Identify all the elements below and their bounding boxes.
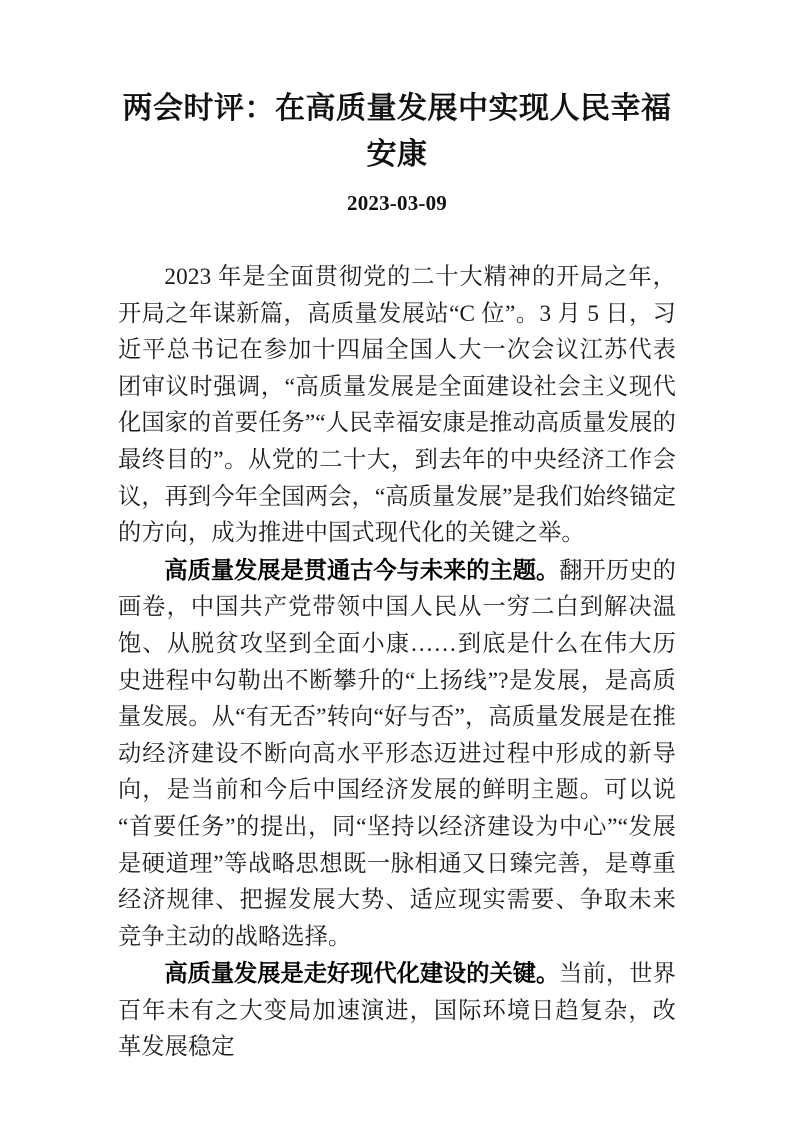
article-body <box>118 216 676 1066</box>
paragraph-2 <box>118 552 676 956</box>
page-title: 两会时评：在高质量发展中实现人民幸福安康 <box>122 92 672 171</box>
document-content <box>118 0 676 1066</box>
paragraph-3-text: 当前，世界百年未有之大变局加速演进，国际环境日趋复杂，改革发展稳定 <box>118 961 676 1061</box>
paragraph-3-lead: 高质量发展是走好现代化建设的关键。 <box>164 960 560 987</box>
paragraph-3 <box>118 955 676 1066</box>
paragraph-2-text: 翻开历史的画卷，中国共产党带领中国人民从一穷二白到解决温饱、从脱贫攻坚到全面小康……到底是什么在伟大历史进程中勾勒出不断攀升的“上扬线”?是发展，是高质量发展。从“有无否”转向“好与否”，高质量发展是在推动经济建设不断向高水平形态迈进过程中形成的新导向，是当前和今后中国经济发展的鲜明主题。可以说“首要任务”的提出，同“坚持以经济建设为中心”“发展是硬道理”等战略思想既一脉相通又日臻完善，是尊重经济规律、把握发展大势、适应现实需要、争取未来竞争主动的战略选择。 <box>118 557 676 950</box>
paragraph-2-lead: 高质量发展是贯通古今与未来的主题。 <box>164 556 560 583</box>
paragraph-1 <box>118 258 676 552</box>
paragraph-1-text: 2023 年是全面贯彻党的二十大精神的开局之年，开局之年谋新篇，高质量发展站“C 位”。3 月 5 日，习近平总书记在参加十四届全国人大一次会议江苏代表团审议时强调，“高质量发展是全面建设社会主义现代化国家的首要任务”“人民幸福安康是推动高质量发展的最终目的”。从党的二十大，到去年的中央经济工作会议，再到今年全国两会，“高质量发展”是我们始终锚定的方向，成为推进中国式现代化的关键之举。 <box>118 264 676 547</box>
publish-date: 2023-03-09 <box>347 191 447 215</box>
